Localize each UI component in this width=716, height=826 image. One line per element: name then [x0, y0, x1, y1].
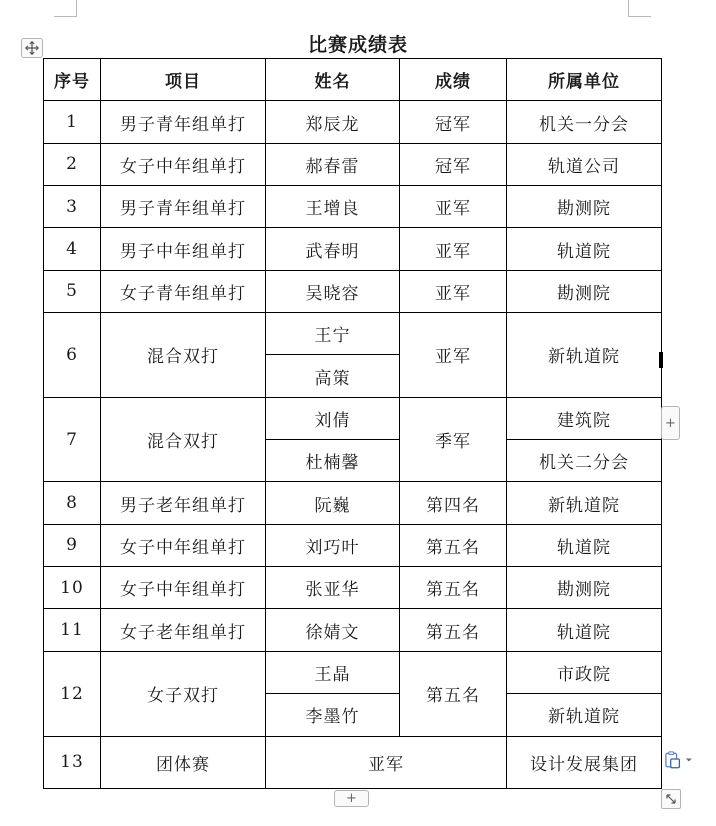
table-row	[44, 651, 662, 693]
table-resize-handle[interactable]	[661, 789, 681, 809]
cell-event[interactable]: 男子青年组单打	[101, 186, 266, 228]
page-corner-mark-right	[628, 0, 651, 17]
table-row	[44, 186, 662, 228]
add-column-button[interactable]: +	[661, 406, 680, 440]
header-no[interactable]: 序号	[44, 59, 101, 101]
table-row	[44, 270, 662, 312]
cell-name[interactable]: 徐婧文	[266, 609, 400, 651]
cell-no[interactable]: 7	[44, 397, 101, 482]
cell-name[interactable]: 刘倩	[266, 397, 400, 439]
table-row	[44, 567, 662, 609]
cell-name[interactable]: 王宁	[266, 313, 400, 355]
cell-unit[interactable]: 机关二分会	[507, 440, 662, 482]
cell-name[interactable]: 郑辰龙	[266, 101, 400, 143]
cell-unit[interactable]: 机关一分会	[507, 101, 662, 143]
cell-unit[interactable]: 新轨道院	[507, 694, 662, 736]
cell-name[interactable]: 吴晓容	[266, 270, 400, 312]
cell-unit[interactable]: 勘测院	[507, 567, 662, 609]
cell-name[interactable]: 阮巍	[266, 482, 400, 524]
cell-name[interactable]: 高策	[266, 355, 400, 397]
cell-result[interactable]: 亚军	[400, 186, 507, 228]
row-selection-marker	[659, 352, 663, 368]
header-name[interactable]: 姓名	[266, 59, 400, 101]
add-row-button[interactable]: +	[334, 790, 369, 807]
cell-result[interactable]: 亚军	[400, 228, 507, 270]
cell-no[interactable]: 1	[44, 101, 101, 143]
cell-unit[interactable]: 新轨道院	[507, 313, 662, 398]
cell-name[interactable]: 杜楠馨	[266, 440, 400, 482]
cell-no[interactable]: 12	[44, 651, 101, 736]
cell-event[interactable]: 混合双打	[101, 397, 266, 482]
cell-result[interactable]: 亚军	[266, 736, 507, 789]
table-row	[44, 524, 662, 566]
cell-unit[interactable]: 新轨道院	[507, 482, 662, 524]
cell-event[interactable]: 混合双打	[101, 313, 266, 398]
cell-result[interactable]: 冠军	[400, 143, 507, 185]
cell-unit[interactable]: 市政院	[507, 651, 662, 693]
cell-result[interactable]: 第四名	[400, 482, 507, 524]
cell-unit[interactable]: 轨道院	[507, 228, 662, 270]
cell-event[interactable]: 女子中年组单打	[101, 567, 266, 609]
table-row	[44, 397, 662, 439]
table-row	[44, 228, 662, 270]
cell-no[interactable]: 10	[44, 567, 101, 609]
cell-result[interactable]: 第五名	[400, 609, 507, 651]
cell-result[interactable]: 季军	[400, 397, 507, 482]
cell-no[interactable]: 3	[44, 186, 101, 228]
paste-options-button[interactable]	[663, 749, 693, 771]
cell-event[interactable]: 团体赛	[101, 736, 266, 789]
cell-event[interactable]: 男子中年组单打	[101, 228, 266, 270]
cell-unit[interactable]: 勘测院	[507, 186, 662, 228]
table-title: 比赛成绩表	[307, 34, 408, 56]
cell-unit[interactable]: 轨道公司	[507, 143, 662, 185]
cell-result[interactable]: 亚军	[400, 270, 507, 312]
header-unit[interactable]: 所属单位	[507, 59, 662, 101]
cell-no[interactable]: 9	[44, 524, 101, 566]
cell-unit[interactable]: 轨道院	[507, 524, 662, 566]
cell-unit[interactable]: 轨道院	[507, 609, 662, 651]
resize-icon	[665, 793, 677, 805]
cell-result[interactable]: 第五名	[400, 524, 507, 566]
table-row	[44, 482, 662, 524]
cell-no[interactable]: 4	[44, 228, 101, 270]
cell-name[interactable]: 武春明	[266, 228, 400, 270]
cell-name[interactable]: 王晶	[266, 651, 400, 693]
cell-name[interactable]: 郝春雷	[266, 143, 400, 185]
cell-unit[interactable]: 建筑院	[507, 397, 662, 439]
table-row	[44, 101, 662, 143]
cell-result[interactable]: 第五名	[400, 651, 507, 736]
cell-no[interactable]: 5	[44, 270, 101, 312]
cell-event[interactable]: 女子老年组单打	[101, 609, 266, 651]
table-header-row	[44, 59, 662, 101]
page-corner-mark-left	[54, 0, 77, 17]
cell-result[interactable]: 亚军	[400, 313, 507, 398]
cell-no[interactable]: 11	[44, 609, 101, 651]
table-row	[44, 609, 662, 651]
clipboard-icon	[663, 750, 682, 770]
cell-no[interactable]: 6	[44, 313, 101, 398]
header-result[interactable]: 成绩	[400, 59, 507, 101]
cell-unit[interactable]: 勘测院	[507, 270, 662, 312]
cell-unit[interactable]: 设计发展集团	[507, 736, 662, 789]
chevron-down-icon	[685, 756, 693, 764]
cell-name[interactable]: 李墨竹	[266, 694, 400, 736]
cell-event[interactable]: 女子中年组单打	[101, 524, 266, 566]
cell-event[interactable]: 女子双打	[101, 651, 266, 736]
cell-name[interactable]: 刘巧叶	[266, 524, 400, 566]
cell-no[interactable]: 2	[44, 143, 101, 185]
cell-result[interactable]: 第五名	[400, 567, 507, 609]
cell-event[interactable]: 女子中年组单打	[101, 143, 266, 185]
cell-no[interactable]: 8	[44, 482, 101, 524]
table-row	[44, 313, 662, 355]
table-row	[44, 143, 662, 185]
table-row	[44, 736, 662, 789]
cell-name[interactable]: 王增良	[266, 186, 400, 228]
cell-name[interactable]: 张亚华	[266, 567, 400, 609]
cell-event[interactable]: 男子老年组单打	[101, 482, 266, 524]
cell-event[interactable]: 女子青年组单打	[101, 270, 266, 312]
score-table	[43, 58, 662, 789]
header-event[interactable]: 项目	[101, 59, 266, 101]
cell-event[interactable]: 男子青年组单打	[101, 101, 266, 143]
cell-result[interactable]: 冠军	[400, 101, 507, 143]
cell-no[interactable]: 13	[44, 736, 101, 789]
